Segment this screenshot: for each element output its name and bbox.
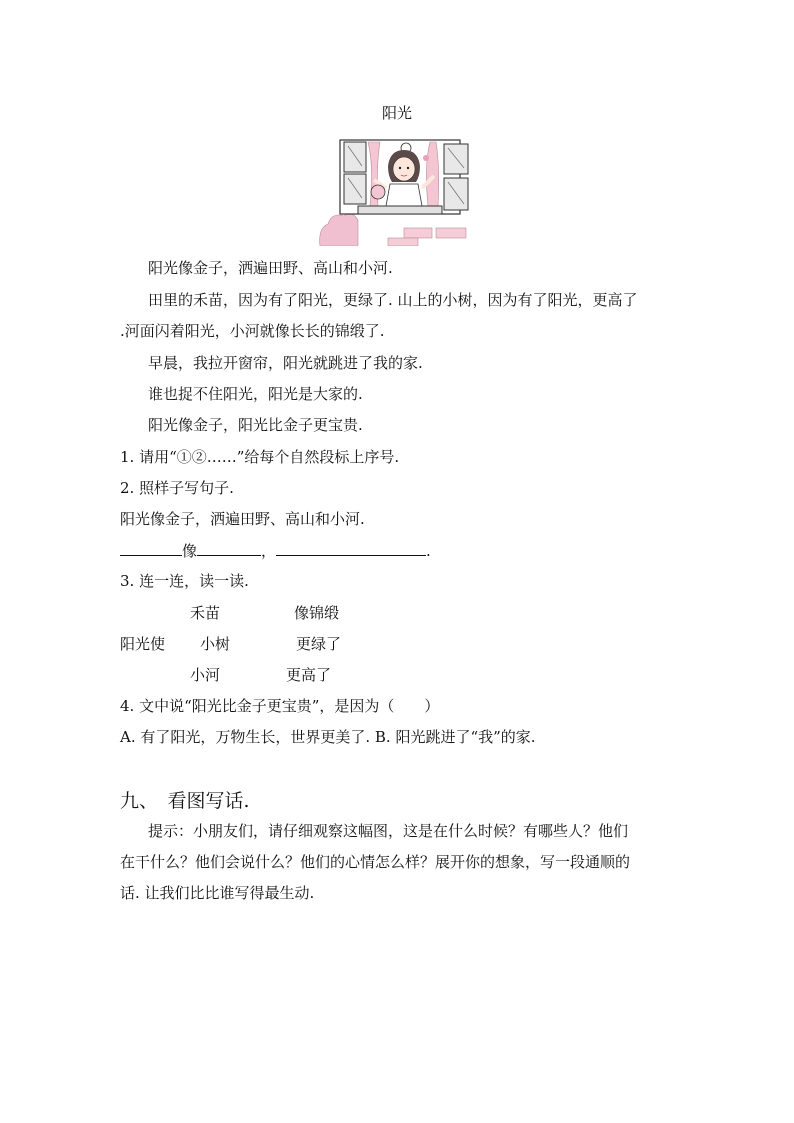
answer-blank-2[interactable] [197, 540, 261, 556]
paragraph-2-line-1: 田里的禾苗，因为有了阳光，更绿了. 山上的小树，因为有了阳光，更高了 [148, 291, 638, 309]
answer-blank-1[interactable] [120, 540, 182, 556]
section-9-heading: 九、 看图写话. [120, 790, 250, 812]
girl-window-illustration [318, 136, 478, 246]
match-mid-3: 小河 [190, 666, 221, 684]
comma: ， [261, 542, 277, 560]
match-right-1: 像锦缎 [294, 604, 340, 622]
question-2-example: 阳光像金子，洒遍田野、高山和小河. [120, 510, 365, 528]
paragraph-2-line-2: .河面闪着阳光，小河就像长长的锦缎了. [120, 322, 385, 340]
answer-blank-3[interactable] [276, 540, 426, 556]
question-1: 1. 请用“①②……”给每个自然段标上序号. [120, 448, 400, 466]
paragraph-1: 阳光像金子，洒遍田野、高山和小河. [148, 259, 393, 277]
question-2: 2. 照样子写句子. [120, 479, 234, 497]
like-word: 像 [182, 542, 198, 560]
section-9-prompt-line-3: 话. 让我们比比谁写得最生动. [120, 884, 315, 902]
match-left: 阳光使 [120, 635, 166, 653]
match-right-2: 更绿了 [296, 635, 342, 653]
match-mid-2: 小树 [200, 635, 231, 653]
paragraph-4: 谁也捉不住阳光，阳光是大家的. [148, 385, 363, 403]
match-right-3: 更高了 [286, 666, 332, 684]
section-9-prompt-line-1: 提示：小朋友们，请仔细观察这幅图，这是在什么时候？有哪些人？他们 [148, 822, 629, 840]
question-3: 3. 连一连，读一读. [120, 572, 249, 590]
question-2-blanks [120, 540, 431, 561]
question-4: 4. 文中说“阳光比金子更宝贵”，是因为（ ） [120, 697, 440, 715]
paragraph-5: 阳光像金子，阳光比金子更宝贵. [148, 416, 363, 434]
question-4-options: A. 有了阳光，万物生长，世界更美了. B. 阳光跳进了“我”的家. [120, 728, 536, 746]
section-9-prompt-line-2: 在干什么？他们会说什么？他们的心情怎么样？展开你的想象，写一段通顺的 [120, 853, 631, 871]
period: . [426, 542, 431, 560]
match-mid-1: 禾苗 [190, 604, 221, 622]
passage-title: 阳光 [381, 104, 412, 122]
paragraph-3: 早晨，我拉开窗帘，阳光就跳进了我的家. [148, 354, 423, 372]
